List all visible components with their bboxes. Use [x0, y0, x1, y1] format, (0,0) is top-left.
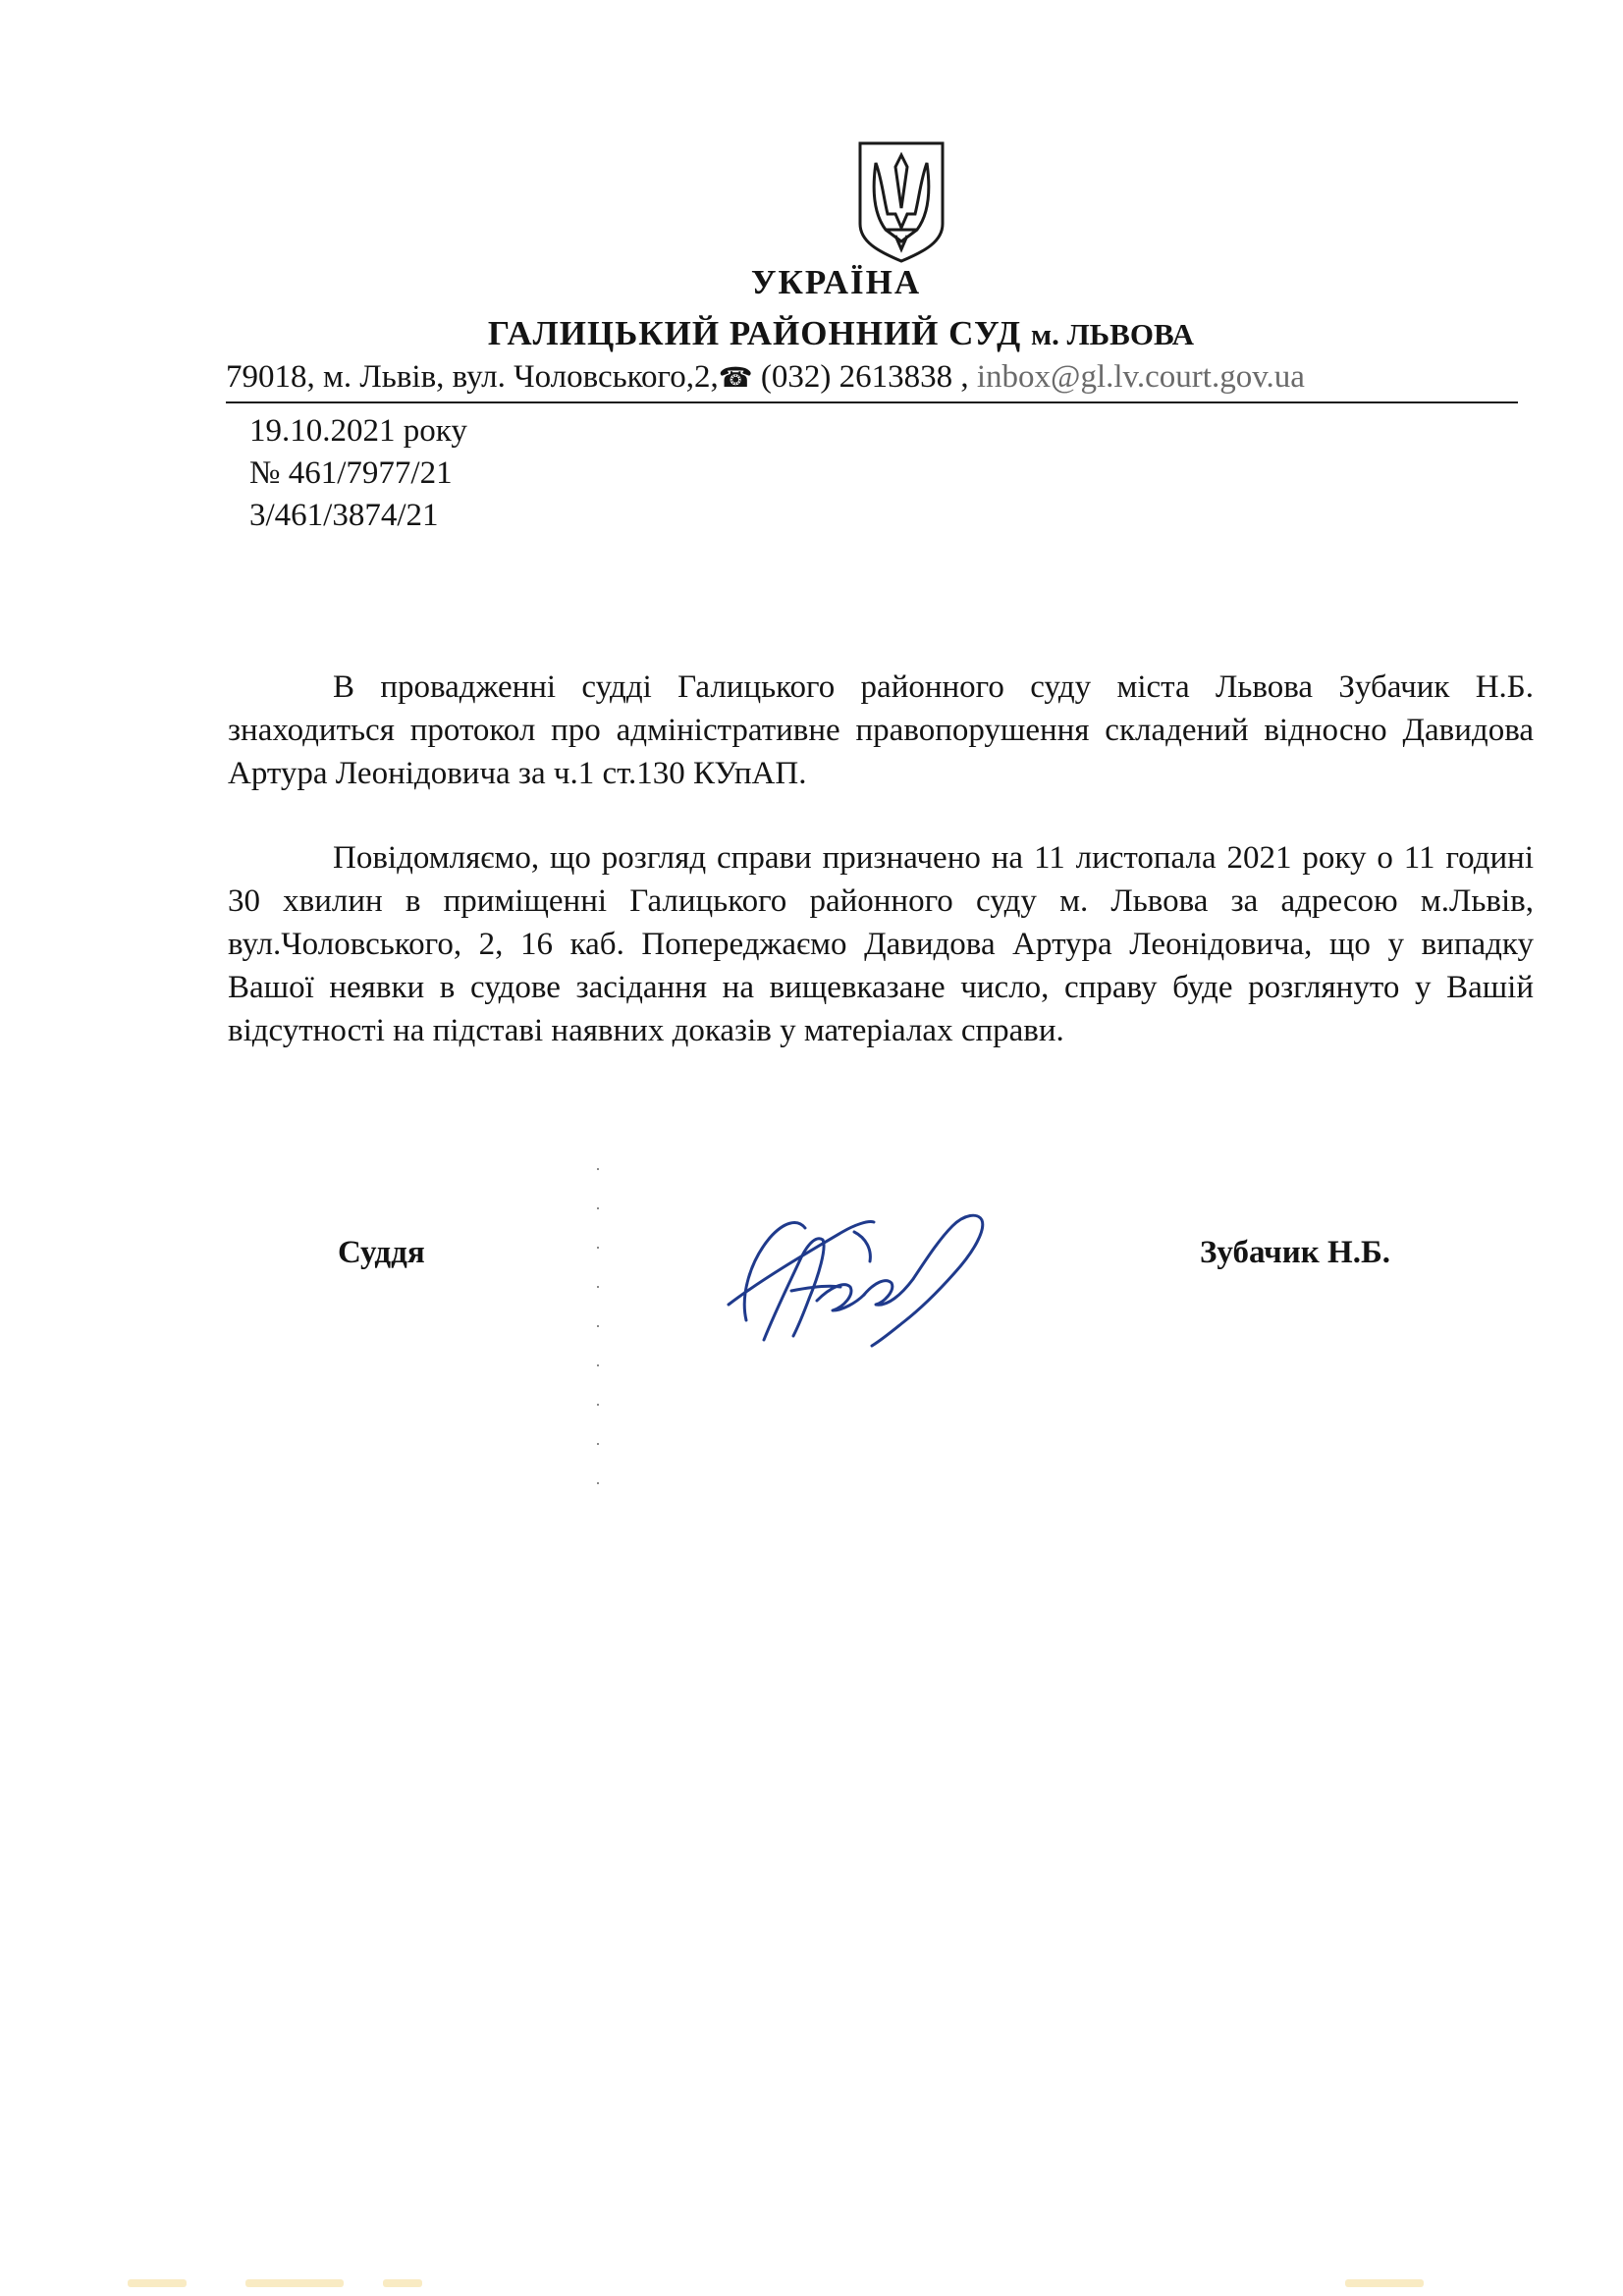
- court-name: ГАЛИЦЬКИЙ РАЙОННИЙ СУД: [487, 314, 1022, 352]
- paragraph-notice: Повідомляємо, що розгляд справи призначено на 11 листопала 2021 року о 11 годині 30 хвилин в приміщенні Галицького районного суду м. Львова за адресою м.Львів, вул.Чоловського, 2, 16 каб. Попереджаємо Давидова Артура Леонідовича, що у випадку Вашої неявки в судове засідання на вищевказане число, справу буде розглянуто у Вашій відсутності на підставі наявних доказів у матеріалах справи.: [228, 840, 1534, 1048]
- postal-address: 79018, м. Львів, вул. Чоловського,2,: [226, 359, 719, 395]
- scan-dots: [597, 1168, 599, 1522]
- address-separator: ,: [952, 359, 977, 395]
- paragraph-proceedings: В провадженні судді Галицького районного суду міста Львова Зубачик Н.Б. знаходиться протокол про адміністративне правопорушення складений відносно Давидова Артура Леонідовича за ч.1 ст.130 КУпАП.: [228, 669, 1534, 791]
- document-meta: [249, 410, 467, 537]
- coat-of-arms-icon: [856, 139, 947, 265]
- country-title: УКРАЇНА: [750, 263, 922, 301]
- phone-number: (032) 2613838: [760, 359, 953, 395]
- telephone-icon: ☎: [718, 363, 753, 394]
- document-date: 19.10.2021 року: [249, 413, 467, 449]
- email-address: inbox@gl.lv.court.gov.ua: [976, 359, 1305, 395]
- case-number: № 461/7977/21: [249, 455, 453, 491]
- registration-number: 3/461/3874/21: [249, 498, 439, 533]
- court-city: м. ЛЬВОВА: [1030, 317, 1195, 351]
- scan-edge-stain: [128, 2279, 1522, 2287]
- address-line: [226, 359, 1518, 403]
- judge-name: Зубачик Н.Б.: [1200, 1235, 1391, 1270]
- court-title: [0, 314, 1623, 353]
- judge-signature: [707, 1193, 1021, 1360]
- judge-label: Суддя: [338, 1235, 425, 1270]
